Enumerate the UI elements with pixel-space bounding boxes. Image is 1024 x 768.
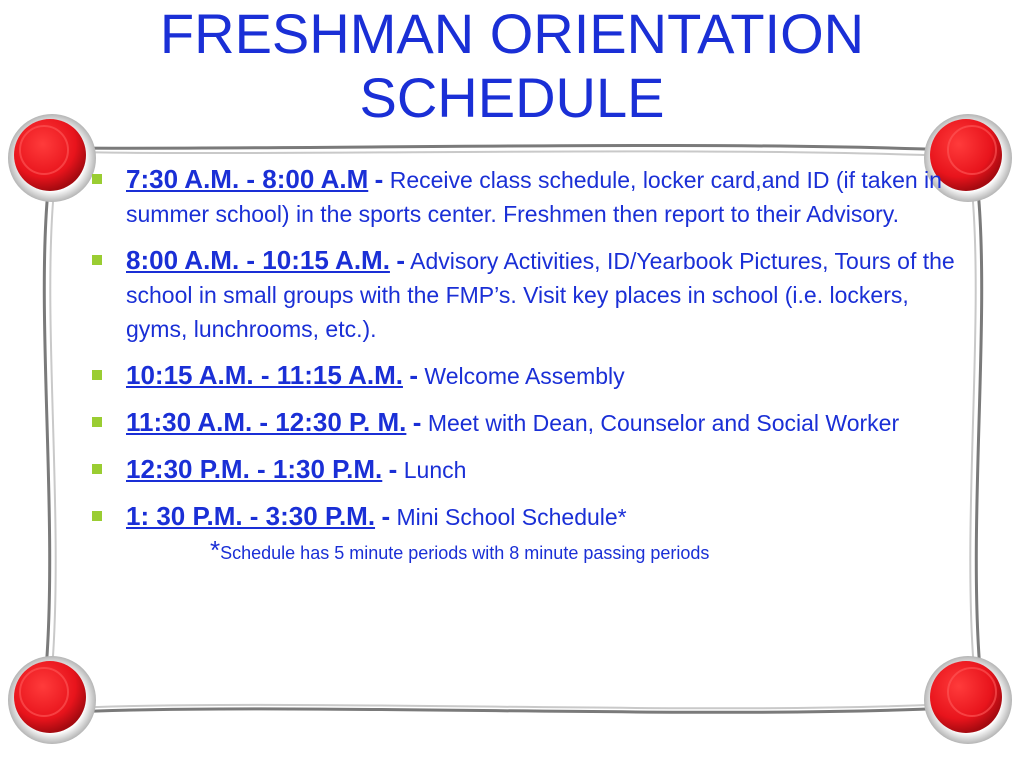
schedule-separator: - [388,454,398,484]
schedule-separator: - [381,501,391,531]
pin-icon [924,656,1012,744]
schedule-description: Advisory Activities, ID/Yearbook Pictures, Tours of the school in small groups with the FMP’s. Visit key places in school (i.e. lockers, gyms, lunchrooms, etc.). [126,248,955,342]
schedule-footnote [92,536,962,567]
footnote-text: Schedule has 5 minute periods with 8 minute passing periods [220,543,710,563]
footnote-asterisk: * [210,535,221,565]
schedule-time: 11:30 A.M. - 12:30 P. M. [126,407,407,437]
schedule-separator: - [396,245,405,275]
schedule-description: Welcome Assembly [424,363,625,389]
schedule-separator: - [412,407,422,437]
list-item [92,452,962,487]
list-item [92,499,962,534]
bullet-icon [92,417,102,427]
page-title [0,2,1024,130]
schedule-list [92,162,962,567]
schedule-description: Receive class schedule, locker card,and ID (if taken in summer school) in the sports center. Freshmen then report to their Advisory. [126,167,942,227]
schedule-separator: - [374,164,384,194]
schedule-separator: - [409,360,419,390]
bullet-icon [92,464,102,474]
schedule-time: 12:30 P.M. - 1:30 P.M. [126,454,383,484]
list-item [92,243,962,346]
pin-icon [8,656,96,744]
list-item [92,405,962,440]
schedule-time: 8:00 A.M. - 10:15 A.M. [126,245,390,275]
list-item [92,358,962,393]
title-line-2: SCHEDULE [359,66,665,129]
bullet-icon [92,174,102,184]
schedule-description: Lunch [403,457,467,483]
schedule-time: 10:15 A.M. - 11:15 A.M. [126,360,403,390]
schedule-time: 7:30 A.M. - 8:00 A.M [126,164,369,194]
bullet-icon [92,255,102,265]
bullet-icon [92,511,102,521]
bullet-icon [92,370,102,380]
title-line-1: FRESHMAN ORIENTATION [159,2,865,65]
schedule-description: Meet with Dean, Counselor and Social Worker [427,410,900,436]
schedule-description: Mini School Schedule* [396,504,627,530]
list-item [92,162,962,231]
schedule-time: 1: 30 P.M. - 3:30 P.M. [126,501,376,531]
